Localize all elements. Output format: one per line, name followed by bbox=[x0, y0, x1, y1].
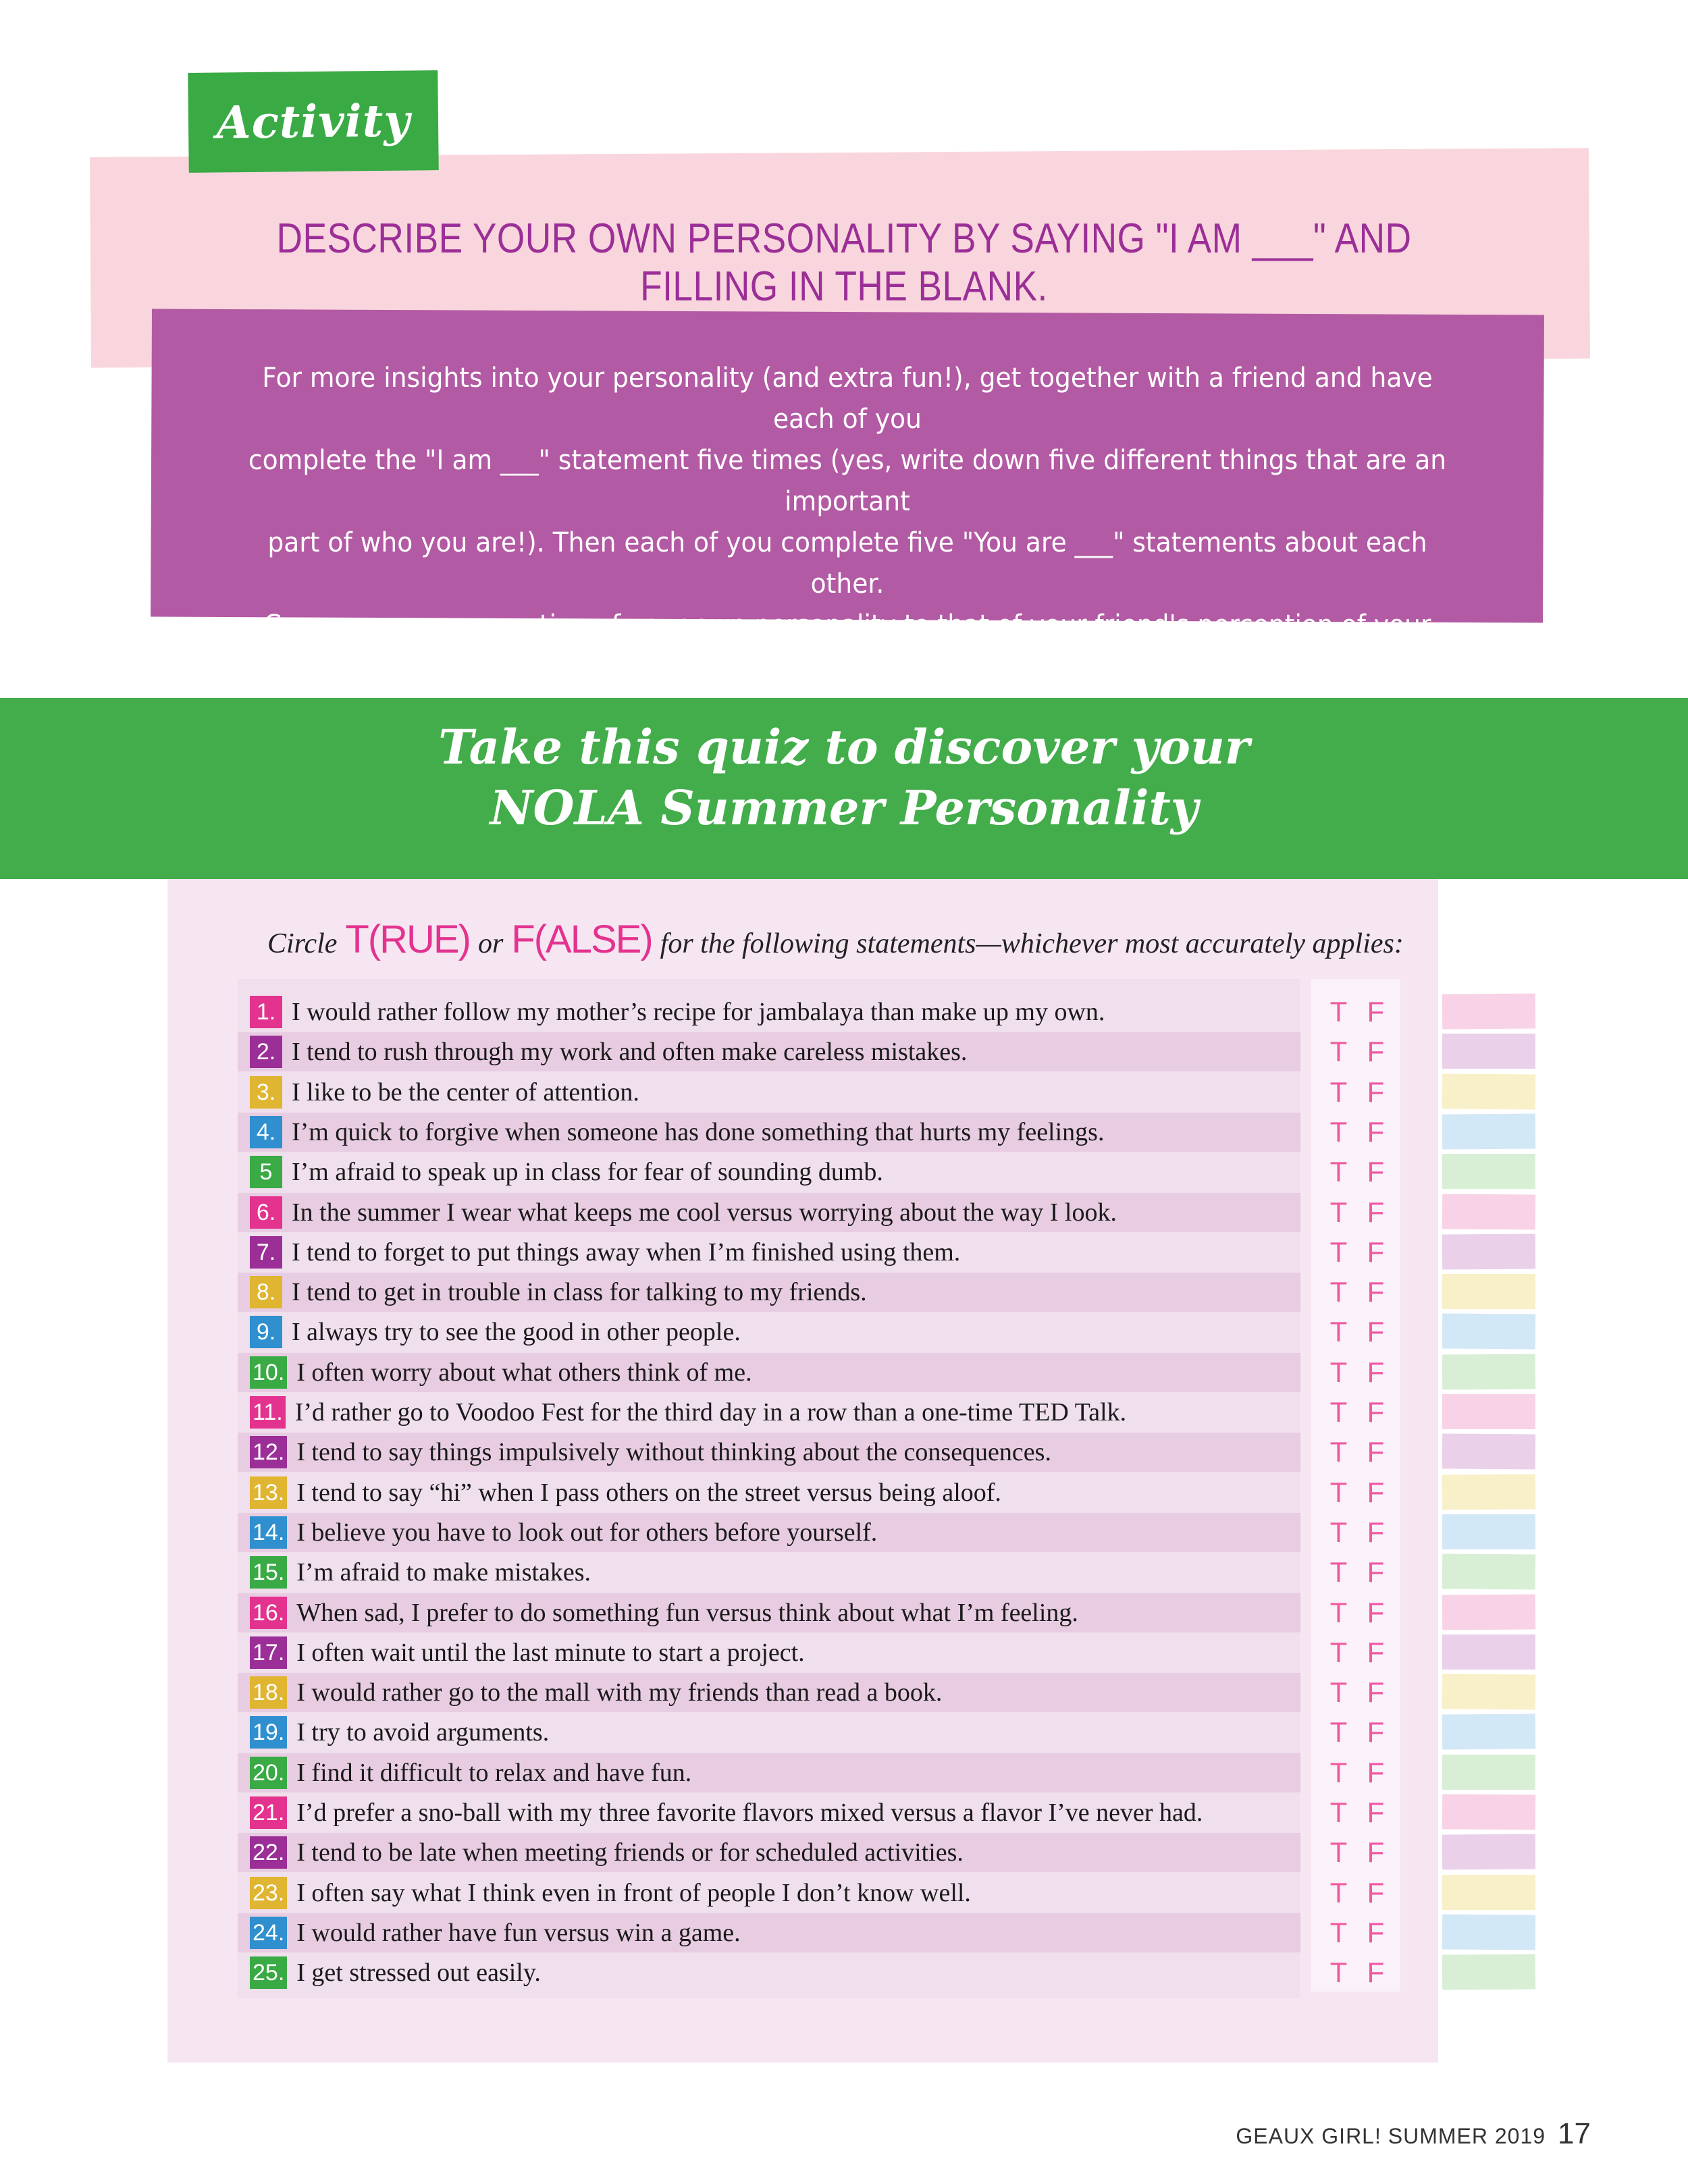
quiz-item-statement: I get stressed out easily. bbox=[296, 1959, 541, 1987]
quiz-item-statement: I’d rather go to Voodoo Fest for the third day in a row than a one-time TED Talk. bbox=[294, 1398, 1127, 1427]
decorative-tab bbox=[1442, 1474, 1535, 1510]
false-option[interactable]: F bbox=[1367, 1597, 1385, 1628]
quiz-item-statement: I believe you have to look out for others before yourself. bbox=[296, 1518, 878, 1547]
true-option[interactable]: T bbox=[1329, 1796, 1348, 1828]
quiz-item-statement: I tend to say things impulsively without thinking about the consequences. bbox=[296, 1438, 1051, 1466]
quiz-item-number: 12. bbox=[250, 1436, 287, 1468]
true-false-choice bbox=[1320, 1353, 1394, 1392]
false-option[interactable]: F bbox=[1367, 1316, 1385, 1348]
quiz-item-statement: I would rather follow my mother’s recipe for jambalaya than make up my own. bbox=[292, 998, 1105, 1026]
false-option[interactable]: F bbox=[1367, 1436, 1385, 1468]
true-false-choice bbox=[1320, 1913, 1394, 1952]
quiz-item-statement: I try to avoid arguments. bbox=[296, 1718, 550, 1747]
quiz-item bbox=[238, 1753, 1300, 1792]
quiz-item bbox=[238, 1113, 1300, 1152]
activity-instructions bbox=[241, 358, 1453, 728]
true-option[interactable]: T bbox=[1329, 1476, 1348, 1508]
true-false-choice bbox=[1320, 1193, 1394, 1232]
true-false-choice bbox=[1320, 1673, 1394, 1712]
quiz-item-statement: I like to be the center of attention. bbox=[292, 1078, 639, 1107]
false-option[interactable]: F bbox=[1367, 1917, 1385, 1948]
false-option[interactable]: F bbox=[1367, 1956, 1385, 1988]
decorative-tab bbox=[1442, 1755, 1535, 1790]
decorative-tab bbox=[1442, 1875, 1535, 1910]
true-option[interactable]: T bbox=[1329, 1316, 1348, 1348]
quiz-item-statement: I tend to rush through my work and often make careless mistakes. bbox=[292, 1038, 968, 1066]
quiz-item-statement: When sad, I prefer to do something fun versus think about what I’m feeling. bbox=[296, 1599, 1078, 1627]
activity-line: complete the "I am ___" statement five times (yes, write down five different things that are an important bbox=[248, 445, 1447, 517]
quiz-item bbox=[238, 1673, 1300, 1712]
quiz-item-statement: I always try to see the good in other people. bbox=[292, 1318, 741, 1346]
quiz-item-number: 14. bbox=[250, 1516, 287, 1549]
true-option[interactable]: T bbox=[1329, 1036, 1348, 1067]
false-option[interactable]: F bbox=[1367, 1156, 1385, 1188]
true-option[interactable]: T bbox=[1329, 1757, 1348, 1788]
decorative-tab bbox=[1442, 1274, 1535, 1309]
quiz-item-statement: I find it difficult to relax and have fun. bbox=[296, 1759, 692, 1787]
decorative-tab bbox=[1442, 1074, 1535, 1110]
true-false-choice bbox=[1320, 992, 1394, 1032]
true-false-choice bbox=[1320, 1873, 1394, 1913]
quiz-item-statement: I’m afraid to make mistakes. bbox=[296, 1558, 591, 1587]
false-option[interactable]: F bbox=[1367, 1516, 1385, 1548]
activity-headline: DESCRIBE YOUR OWN PERSONALITY BY SAYING "I AM ___" AND FILLING IN THE BLANK. bbox=[276, 215, 1412, 310]
false-option[interactable]: F bbox=[1367, 1757, 1385, 1788]
quiz-item-statement: I’m afraid to speak up in class for fear of sounding dumb. bbox=[292, 1158, 883, 1186]
quiz-item bbox=[238, 1073, 1300, 1112]
quiz-item-number: 13. bbox=[250, 1476, 287, 1509]
decorative-tab bbox=[1442, 994, 1535, 1030]
quiz-item-number: 11. bbox=[250, 1396, 286, 1429]
decorative-tab bbox=[1442, 1514, 1535, 1549]
false-option[interactable]: F bbox=[1367, 1396, 1385, 1428]
quiz-item bbox=[238, 1473, 1300, 1512]
true-option[interactable]: T bbox=[1329, 1076, 1348, 1108]
decorative-tab bbox=[1442, 1354, 1535, 1390]
true-false-choice bbox=[1320, 1593, 1394, 1632]
true-option[interactable]: T bbox=[1329, 1356, 1348, 1388]
quiz-item bbox=[238, 992, 1300, 1032]
quiz-item-number: 25. bbox=[250, 1956, 287, 1989]
quiz-title-line: NOLA Summer Personality bbox=[490, 780, 1198, 836]
false-option[interactable]: F bbox=[1367, 1476, 1385, 1508]
quiz-item-statement: I often worry about what others think of me. bbox=[296, 1358, 752, 1387]
quiz-item bbox=[238, 1633, 1300, 1672]
quiz-item-statement: I tend to say “hi” when I pass others on the street versus being aloof. bbox=[296, 1479, 1001, 1507]
quiz-item-number: 10. bbox=[250, 1356, 287, 1389]
quiz-item-number: 3. bbox=[250, 1076, 282, 1109]
false-option[interactable]: F bbox=[1367, 1636, 1385, 1668]
quiz-item-number: 9. bbox=[250, 1316, 282, 1348]
quiz-item-number: 18. bbox=[250, 1676, 287, 1709]
true-option[interactable]: T bbox=[1329, 1196, 1348, 1228]
false-option[interactable]: F bbox=[1367, 1116, 1385, 1148]
quiz-item-statement: I would rather go to the mall with my friends than read a book. bbox=[296, 1678, 943, 1707]
false-option[interactable]: F bbox=[1367, 1036, 1385, 1067]
true-false-choice bbox=[1320, 1433, 1394, 1472]
instruction-or: or bbox=[477, 928, 504, 959]
quiz-item-number: 22. bbox=[250, 1836, 287, 1869]
true-option[interactable]: T bbox=[1329, 1436, 1348, 1468]
false-option[interactable]: F bbox=[1367, 1877, 1385, 1909]
quiz-item bbox=[238, 1833, 1300, 1872]
quiz-item-statement: I’m quick to forgive when someone has done something that hurts my feelings. bbox=[292, 1118, 1105, 1146]
false-option[interactable]: F bbox=[1367, 1556, 1385, 1588]
quiz-item-statement: I’d prefer a sno-ball with my three favorite flavors mixed versus a flavor I’ve never had. bbox=[296, 1799, 1203, 1827]
quiz-item-statement: I would rather have fun versus win a game. bbox=[296, 1919, 741, 1947]
decorative-tab bbox=[1442, 1194, 1535, 1230]
true-option[interactable]: T bbox=[1329, 1396, 1348, 1428]
quiz-item bbox=[238, 1513, 1300, 1552]
true-option[interactable]: T bbox=[1329, 1236, 1348, 1268]
quiz-item-statement: I often say what I think even in front of people I don’t know well. bbox=[296, 1879, 971, 1907]
quiz-item-number: 20. bbox=[250, 1757, 287, 1789]
quiz-item-number: 8. bbox=[250, 1276, 282, 1308]
quiz-item-number: 7. bbox=[250, 1236, 282, 1269]
quiz-item bbox=[238, 1553, 1300, 1592]
quiz-title-line: Take this quiz to discover your bbox=[438, 719, 1250, 775]
quiz-item bbox=[238, 1433, 1300, 1472]
true-option[interactable]: T bbox=[1329, 1116, 1348, 1148]
quiz-item-statement: I often wait until the last minute to start a project. bbox=[296, 1639, 805, 1667]
quiz-item-statement: I tend to be late when meeting friends or for scheduled activities. bbox=[296, 1838, 964, 1867]
decorative-tab bbox=[1442, 1834, 1535, 1870]
quiz-item bbox=[238, 1793, 1300, 1832]
quiz-item bbox=[238, 1032, 1300, 1071]
quiz-item bbox=[238, 1713, 1300, 1752]
false-option[interactable]: F bbox=[1367, 1076, 1385, 1108]
true-false-choice bbox=[1320, 1113, 1394, 1152]
decorative-tab bbox=[1442, 1114, 1535, 1150]
quiz-item-number: 24. bbox=[250, 1917, 287, 1949]
instruction-false-label: F(ALSE) bbox=[511, 917, 652, 961]
false-option[interactable]: F bbox=[1367, 1276, 1385, 1308]
true-option[interactable]: T bbox=[1329, 1636, 1348, 1668]
false-option[interactable]: F bbox=[1367, 1836, 1385, 1868]
false-option[interactable]: F bbox=[1367, 1676, 1385, 1708]
quiz-item bbox=[238, 1193, 1300, 1232]
decorative-tab bbox=[1442, 1794, 1535, 1830]
quiz-item-number: 2. bbox=[250, 1036, 282, 1068]
publication-name: GEAUX GIRL! SUMMER 2019 bbox=[1236, 2124, 1546, 2148]
decorative-tab bbox=[1442, 1674, 1535, 1710]
true-false-choice bbox=[1320, 1633, 1394, 1672]
true-false-choice bbox=[1320, 1312, 1394, 1352]
quiz-item-number: 15. bbox=[250, 1556, 287, 1589]
activity-line: part of who you are!). Then each of you complete five "You are ___" statements about each other. bbox=[267, 527, 1427, 600]
quiz-item-statement: I tend to get in trouble in class for talking to my friends. bbox=[292, 1278, 867, 1306]
false-option[interactable]: F bbox=[1367, 1196, 1385, 1228]
true-option[interactable]: T bbox=[1329, 1836, 1348, 1868]
true-option[interactable]: T bbox=[1329, 1877, 1348, 1909]
true-false-choice bbox=[1320, 1393, 1394, 1432]
quiz-item-number: 17. bbox=[250, 1636, 287, 1669]
quiz-item bbox=[238, 1913, 1300, 1952]
quiz-item-number: 4. bbox=[250, 1116, 282, 1148]
decorative-tab bbox=[1442, 1634, 1535, 1670]
true-false-choice bbox=[1320, 1713, 1394, 1752]
false-option[interactable]: F bbox=[1367, 1796, 1385, 1828]
true-option[interactable]: T bbox=[1329, 1556, 1348, 1588]
true-option[interactable]: T bbox=[1329, 1956, 1348, 1988]
false-option[interactable]: F bbox=[1367, 1716, 1385, 1748]
true-false-choice bbox=[1320, 1553, 1394, 1592]
decorative-tab bbox=[1442, 1234, 1535, 1270]
true-option[interactable]: T bbox=[1329, 1597, 1348, 1628]
quiz-item-number: 19. bbox=[250, 1716, 287, 1749]
quiz-item-number: 21. bbox=[250, 1796, 287, 1829]
quiz-item-statement: In the summer I wear what keeps me cool versus worrying about the way I look. bbox=[292, 1198, 1117, 1227]
true-false-choice bbox=[1320, 1273, 1394, 1312]
decorative-tab bbox=[1442, 1554, 1535, 1590]
page-number: 17 bbox=[1558, 2117, 1591, 2150]
quiz-item-number: 1. bbox=[250, 996, 282, 1028]
quiz-item bbox=[238, 1233, 1300, 1272]
activity-line: For more insights into your personality (and extra fun!), get together with a friend and have each of you bbox=[262, 363, 1433, 435]
quiz-title bbox=[0, 717, 1688, 838]
quiz-item bbox=[238, 1152, 1300, 1192]
decorative-tab bbox=[1442, 1034, 1535, 1069]
quiz-item bbox=[238, 1273, 1300, 1312]
quiz-item bbox=[238, 1953, 1300, 1992]
decorative-tab bbox=[1442, 1915, 1535, 1950]
false-option[interactable]: F bbox=[1367, 1356, 1385, 1388]
true-false-choice bbox=[1320, 1793, 1394, 1832]
true-option[interactable]: T bbox=[1329, 996, 1348, 1028]
true-false-choice bbox=[1320, 1953, 1394, 1992]
decorative-tab bbox=[1442, 1394, 1535, 1429]
true-false-choice bbox=[1320, 1513, 1394, 1552]
quiz-item bbox=[238, 1593, 1300, 1632]
true-false-choice bbox=[1320, 1753, 1394, 1792]
true-false-choice bbox=[1320, 1833, 1394, 1872]
true-false-choice bbox=[1320, 1233, 1394, 1272]
instruction-true-label: T(RUE) bbox=[345, 917, 470, 961]
quiz-item-number: 23. bbox=[250, 1877, 287, 1909]
quiz-item-number: 6. bbox=[250, 1196, 282, 1229]
quiz-item-number: 5 bbox=[250, 1156, 282, 1188]
true-false-choice bbox=[1320, 1152, 1394, 1192]
true-false-choice bbox=[1320, 1073, 1394, 1112]
instruction-rest: for the following statements—whichever most accurately applies: bbox=[660, 928, 1404, 959]
decorative-tab bbox=[1442, 1314, 1535, 1350]
quiz-item-statement: I tend to forget to put things away when I’m finished using them. bbox=[292, 1238, 961, 1267]
quiz-item bbox=[238, 1312, 1300, 1352]
true-false-choice bbox=[1320, 1032, 1394, 1071]
decorative-tab bbox=[1442, 1954, 1535, 1990]
activity-tag: Activity bbox=[188, 70, 439, 173]
decorative-tab bbox=[1442, 1154, 1535, 1189]
quiz-item bbox=[238, 1393, 1300, 1432]
decorative-tab bbox=[1442, 1714, 1535, 1750]
false-option[interactable]: F bbox=[1367, 1236, 1385, 1268]
decorative-tab bbox=[1442, 1595, 1535, 1630]
true-option[interactable]: T bbox=[1329, 1917, 1348, 1948]
instruction-circle: Circle bbox=[267, 928, 338, 959]
activity-line: Compare your perception of your own personality to that of your friend's perception of your personality. bbox=[263, 610, 1431, 682]
true-option[interactable]: T bbox=[1329, 1676, 1348, 1708]
page-footer bbox=[1236, 2117, 1591, 2151]
quiz-item bbox=[238, 1353, 1300, 1392]
true-option[interactable]: T bbox=[1329, 1276, 1348, 1308]
decorative-tab bbox=[1442, 1434, 1535, 1470]
false-option[interactable]: F bbox=[1367, 996, 1385, 1028]
true-option[interactable]: T bbox=[1329, 1516, 1348, 1548]
quiz-item-number: 16. bbox=[250, 1597, 287, 1629]
quiz-instruction bbox=[267, 917, 1415, 971]
true-option[interactable]: T bbox=[1329, 1716, 1348, 1748]
true-false-choice bbox=[1320, 1473, 1394, 1512]
true-option[interactable]: T bbox=[1329, 1156, 1348, 1188]
quiz-item bbox=[238, 1873, 1300, 1913]
